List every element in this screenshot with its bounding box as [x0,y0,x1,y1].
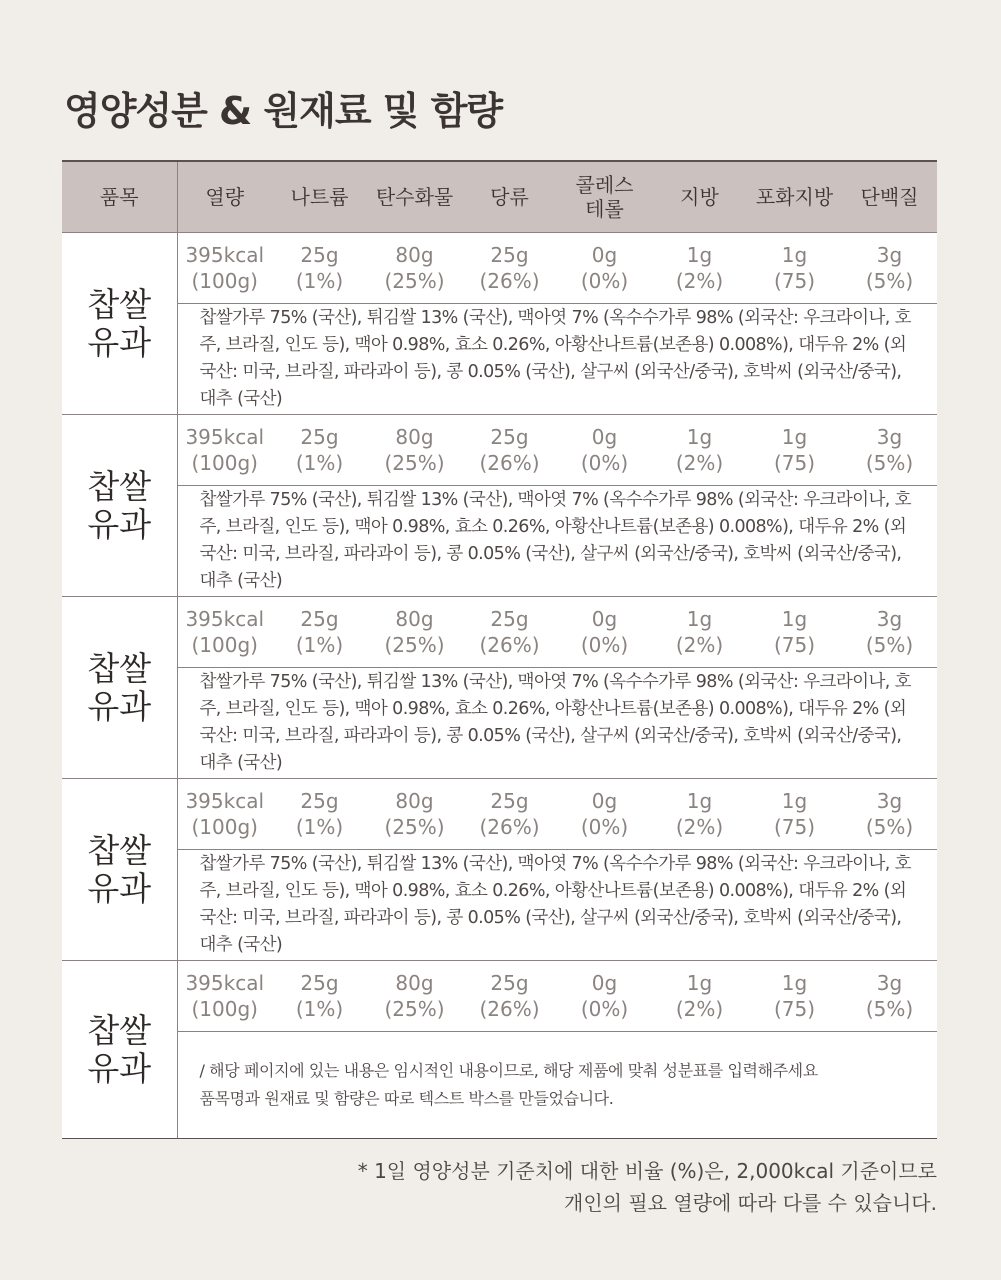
value-cell-saturated-fat [747,779,842,850]
nutrient-percent: (26%) [479,633,540,657]
nutrient-percent: (100g) [191,997,258,1021]
product-name-cell [62,597,177,779]
nutrient-amount: 395kcal [185,789,265,813]
nutrient-percent: (26%) [479,269,540,293]
nutrient-amount: 1g [686,425,713,449]
value-cell-fat [652,779,747,850]
header-protein: 단백질 [842,161,937,233]
nutrient-amount: 3g [876,425,903,449]
ingredients-text: 찹쌀가루 75% (국산), 튀김쌀 13% (국산), 맥아엿 7% (옥수수가루 98% (외국산: 우크라이나, 호주, 브라질, 인도 등), 맥아 0.98%, 효소 0.26%, 아황산나트륨(보존용) 0.008%), 대두유 2% (외국산: 미국, 브라질, 파라과이 등), 콩 0.05% (국산), 살구씨 (외국산/중국), 호박씨 (외국산/중국), 대추 (국산) [177,304,937,415]
product-name-line: 찹쌀 [87,466,152,506]
value-cell-sodium [272,233,367,304]
nutrient-amount: 0g [591,971,618,995]
nutrient-amount: 395kcal [185,425,265,449]
nutrient-amount: 3g [876,607,903,631]
product-name-line: 유과 [87,868,152,908]
nutrient-percent: (5%) [865,815,914,839]
nutrient-amount: 80g [395,789,434,813]
placeholder-note [177,1032,937,1139]
nutrient-amount: 395kcal [185,607,265,631]
header-fat: 지방 [652,161,747,233]
nutrient-percent: (25%) [384,269,445,293]
nutrient-percent: (0%) [580,633,629,657]
table-row-ingredients [62,850,937,961]
header-sugars: 당류 [462,161,557,233]
value-cell-sodium [272,779,367,850]
nutrient-amount: 0g [591,789,618,813]
nutrient-percent: (100g) [191,451,258,475]
nutrient-percent: (75) [773,633,816,657]
product-name-line: 유과 [87,504,152,544]
footnote [358,1155,937,1219]
table-row-values [62,597,937,668]
value-cell-cholesterol [557,415,652,486]
product-name-line: 찹쌀 [87,284,152,324]
ingredients-text: 찹쌀가루 75% (국산), 튀김쌀 13% (국산), 맥아엿 7% (옥수수가루 98% (외국산: 우크라이나, 호주, 브라질, 인도 등), 맥아 0.98%, 효소 0.26%, 아황산나트륨(보존용) 0.008%), 대두유 2% (외국산: 미국, 브라질, 파라과이 등), 콩 0.05% (국산), 살구씨 (외국산/중국), 호박씨 (외국산/중국), 대추 (국산) [177,486,937,597]
page-title: 영양성분 & 원재료 및 함량 [64,89,503,133]
value-cell-carbohydrate [367,597,462,668]
nutrient-amount: 25g [490,971,529,995]
value-cell-protein [842,961,937,1032]
nutrient-amount: 1g [781,243,808,267]
nutrient-amount: 80g [395,607,434,631]
nutrient-amount: 25g [300,971,339,995]
value-cell-carbohydrate [367,233,462,304]
nutrient-amount: 25g [490,425,529,449]
value-cell-cholesterol [557,597,652,668]
nutrient-percent: (1%) [295,269,344,293]
value-cell-sugars [462,961,557,1032]
value-cell-cholesterol [557,233,652,304]
value-cell-protein [842,597,937,668]
value-cell-sugars [462,597,557,668]
ingredients-text: 찹쌀가루 75% (국산), 튀김쌀 13% (국산), 맥아엿 7% (옥수수가루 98% (외국산: 우크라이나, 호주, 브라질, 인도 등), 맥아 0.98%, 효소 0.26%, 아황산나트륨(보존용) 0.008%), 대두유 2% (외국산: 미국, 브라질, 파라과이 등), 콩 0.05% (국산), 살구씨 (외국산/중국), 호박씨 (외국산/중국), 대추 (국산) [177,668,937,779]
value-cell-carbohydrate [367,779,462,850]
value-cell-fat [652,597,747,668]
placeholder-note-line: / 해당 페이지에 있는 내용은 임시적인 내용이므로, 해당 제품에 맞춰 성분표를 입력해주세요 [199,1061,818,1080]
product-name-cell [62,961,177,1139]
value-cell-calories [177,961,272,1032]
value-cell-calories [177,597,272,668]
value-cell-carbohydrate [367,961,462,1032]
value-cell-saturated-fat [747,961,842,1032]
nutrient-amount: 25g [490,789,529,813]
nutrient-percent: (25%) [384,451,445,475]
placeholder-note-line: 품목명과 원재료 및 함량은 따로 텍스트 박스를 만들었습니다. [199,1089,614,1108]
nutrient-percent: (1%) [295,997,344,1021]
nutrient-percent: (75) [773,451,816,475]
nutrient-amount: 25g [300,607,339,631]
product-name-line: 유과 [87,686,152,726]
nutrient-percent: (75) [773,815,816,839]
nutrient-amount: 25g [300,243,339,267]
product-name-cell [62,779,177,961]
header-sodium: 나트륨 [272,161,367,233]
nutrient-amount: 25g [300,789,339,813]
nutrient-percent: (5%) [865,997,914,1021]
nutrient-percent: (100g) [191,269,258,293]
nutrient-percent: (1%) [295,451,344,475]
value-cell-saturated-fat [747,233,842,304]
product-name-line: 찹쌀 [87,648,152,688]
nutrient-amount: 395kcal [185,971,265,995]
nutrient-amount: 1g [781,971,808,995]
value-cell-fat [652,961,747,1032]
table-row-ingredients [62,1032,937,1139]
table-row-values [62,233,937,304]
header-carbohydrate: 탄수화물 [367,161,462,233]
nutrient-percent: (26%) [479,997,540,1021]
nutrient-amount: 3g [876,789,903,813]
value-cell-calories [177,779,272,850]
product-name-line: 유과 [87,1048,152,1088]
nutrient-amount: 3g [876,243,903,267]
nutrient-amount: 80g [395,971,434,995]
nutrient-amount: 0g [591,243,618,267]
nutrient-percent: (1%) [295,815,344,839]
nutrient-amount: 1g [686,789,713,813]
nutrient-percent: (5%) [865,269,914,293]
nutrient-amount: 25g [300,425,339,449]
nutrient-percent: (2%) [675,997,724,1021]
table-row-values [62,415,937,486]
nutrient-percent: (100g) [191,815,258,839]
value-cell-calories [177,233,272,304]
nutrient-amount: 1g [781,607,808,631]
product-name-line: 찹쌀 [87,830,152,870]
nutrient-amount: 1g [781,425,808,449]
value-cell-cholesterol [557,779,652,850]
nutrient-percent: (25%) [384,997,445,1021]
nutrient-amount: 1g [781,789,808,813]
nutrient-percent: (0%) [580,451,629,475]
nutrient-amount: 25g [490,607,529,631]
product-name-line: 유과 [87,322,152,362]
nutrient-percent: (100g) [191,633,258,657]
nutrition-table [62,160,937,1139]
table-row-ingredients [62,304,937,415]
ingredients-text: 찹쌀가루 75% (국산), 튀김쌀 13% (국산), 맥아엿 7% (옥수수가루 98% (외국산: 우크라이나, 호주, 브라질, 인도 등), 맥아 0.98%, 효소 0.26%, 아황산나트륨(보존용) 0.008%), 대두유 2% (외국산: 미국, 브라질, 파라과이 등), 콩 0.05% (국산), 살구씨 (외국산/중국), 호박씨 (외국산/중국), 대추 (국산) [177,850,937,961]
nutrient-percent: (2%) [675,269,724,293]
table-row-ingredients [62,668,937,779]
value-cell-cholesterol [557,961,652,1032]
nutrient-percent: (2%) [675,451,724,475]
value-cell-sodium [272,961,367,1032]
value-cell-fat [652,415,747,486]
value-cell-calories [177,415,272,486]
value-cell-sugars [462,233,557,304]
table-row-ingredients [62,486,937,597]
nutrient-amount: 1g [686,971,713,995]
product-name-cell [62,415,177,597]
table-header-row [62,161,937,233]
value-cell-sugars [462,779,557,850]
nutrient-percent: (0%) [580,997,629,1021]
nutrient-amount: 25g [490,243,529,267]
nutrient-percent: (25%) [384,633,445,657]
table-row-values [62,779,937,850]
value-cell-saturated-fat [747,597,842,668]
nutrient-percent: (0%) [580,815,629,839]
product-name-line: 찹쌀 [87,1010,152,1050]
header-product: 품목 [62,161,177,233]
table-row-values [62,961,937,1032]
footnote-line-1: * 1일 영양성분 기준치에 대한 비율 (%)은, 2,000kcal 기준이므로 [357,1159,937,1183]
nutrient-percent: (75) [773,997,816,1021]
nutrient-percent: (75) [773,269,816,293]
nutrient-percent: (5%) [865,451,914,475]
header-calories: 열량 [177,161,272,233]
value-cell-sodium [272,597,367,668]
nutrient-percent: (26%) [479,815,540,839]
nutrient-amount: 80g [395,425,434,449]
value-cell-carbohydrate [367,415,462,486]
value-cell-fat [652,233,747,304]
nutrient-percent: (26%) [479,451,540,475]
nutrient-amount: 0g [591,607,618,631]
value-cell-sodium [272,415,367,486]
nutrient-percent: (0%) [580,269,629,293]
value-cell-protein [842,415,937,486]
nutrient-amount: 395kcal [185,243,265,267]
nutrient-amount: 0g [591,425,618,449]
value-cell-saturated-fat [747,415,842,486]
nutrient-percent: (2%) [675,633,724,657]
nutrient-amount: 1g [686,607,713,631]
header-cholesterol: 콜레스 테롤 [557,161,652,233]
nutrient-percent: (5%) [865,633,914,657]
nutrient-percent: (1%) [295,633,344,657]
nutrient-percent: (2%) [675,815,724,839]
value-cell-sugars [462,415,557,486]
nutrient-amount: 80g [395,243,434,267]
product-name-cell [62,233,177,415]
value-cell-protein [842,779,937,850]
nutrient-amount: 3g [876,971,903,995]
nutrient-amount: 1g [686,243,713,267]
header-saturated-fat: 포화지방 [747,161,842,233]
footnote-line-2: 개인의 필요 열량에 따라 다를 수 있습니다. [564,1191,937,1215]
value-cell-protein [842,233,937,304]
nutrient-percent: (25%) [384,815,445,839]
